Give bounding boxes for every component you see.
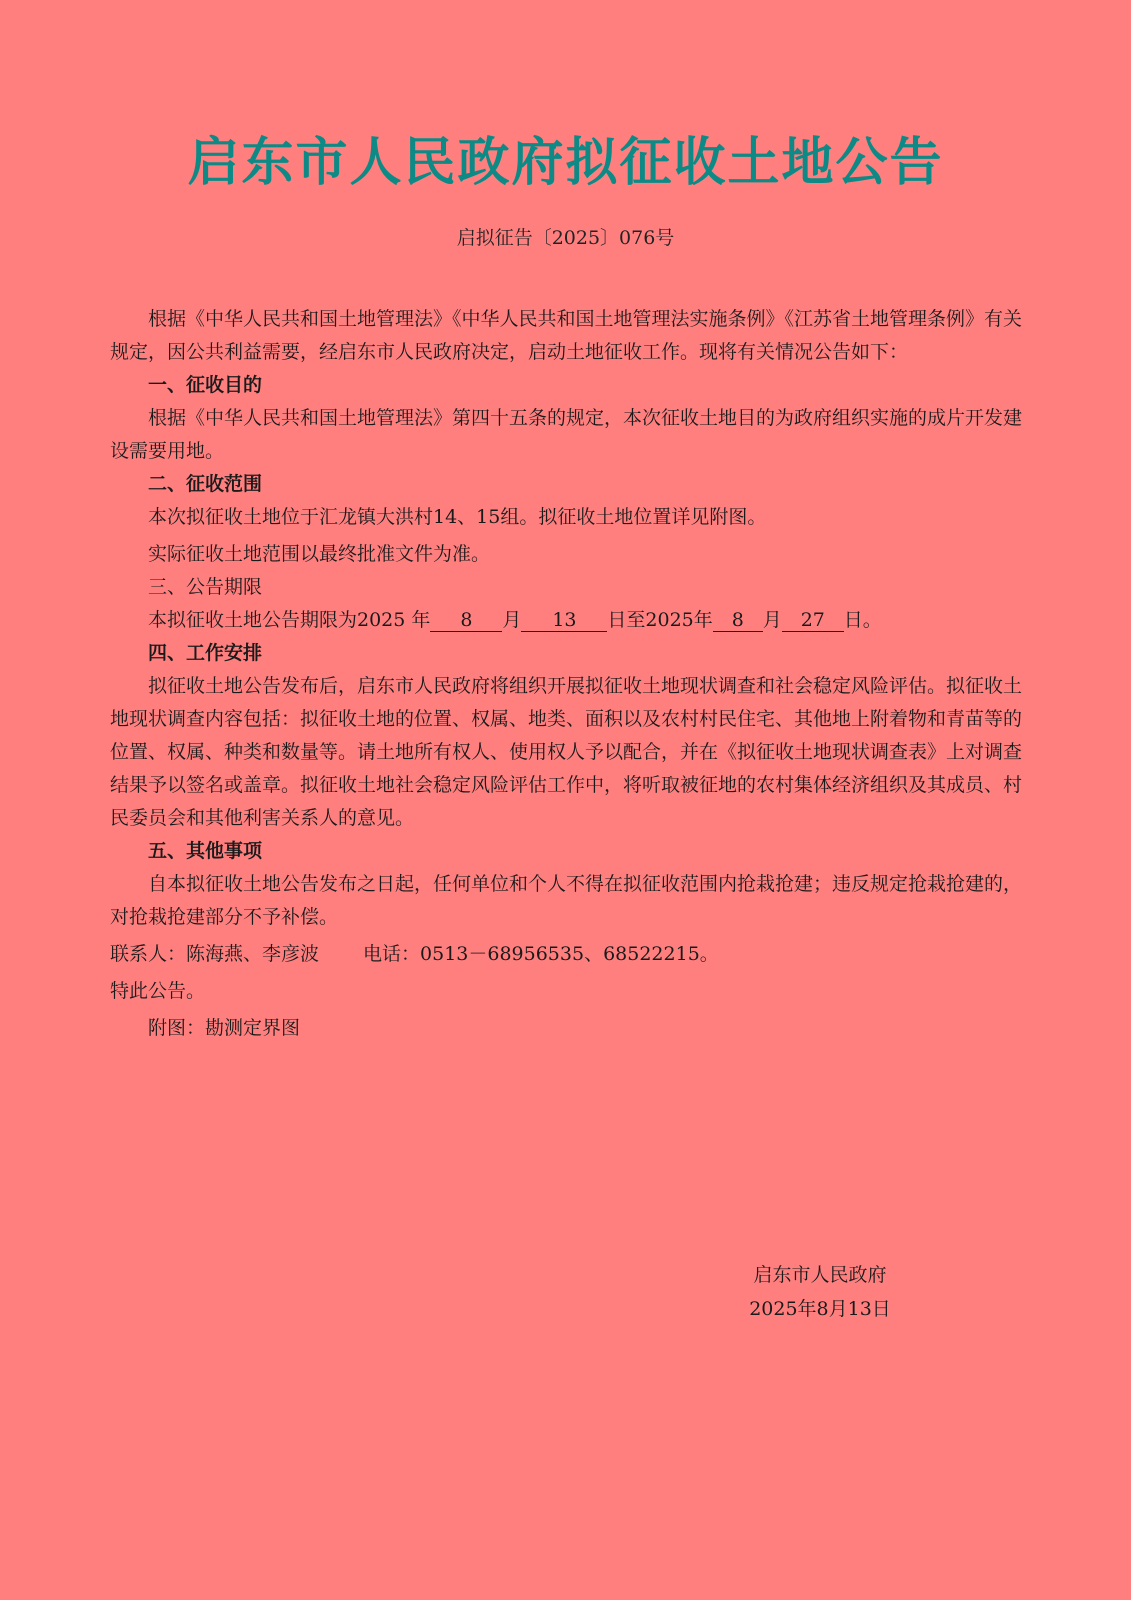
issue-date: 2025年8月13日: [749, 1298, 891, 1320]
contact-people: 联系人：陈海燕、李彦波: [110, 943, 320, 965]
section-heading-period: 三、公告期限: [148, 576, 263, 598]
period-month-label: 月: [502, 609, 522, 631]
period-end-day: 27: [782, 609, 844, 632]
intro-paragraph: 根据《中华人民共和国土地管理法》《中华人民共和国土地管理法实施条例》《江苏省土地管理条例》有关规定，因公共利益需要，经启东市人民政府决定，启动土地征收工作。现将有关情况公告如下：: [110, 308, 1023, 363]
attachment-text: 附图：勘测定界图: [148, 1017, 301, 1039]
period-middle: 日至2025年: [607, 609, 713, 631]
contact-line: [110, 938, 1022, 971]
section-heading-purpose: 一、征收目的: [148, 374, 263, 396]
signature-block: [700, 1258, 940, 1326]
contact-phone: 电话：0513－68956535、68522215。: [363, 943, 719, 965]
section-text-other: 自本拟征收土地公告发布之日起，任何单位和个人不得在拟征收范围内抢栽抢建；违反规定抢栽抢建的，对抢栽抢建部分不予补偿。: [110, 873, 1023, 928]
section-text-scope-final: 实际征收土地范围以最终批准文件为准。: [148, 543, 491, 565]
section-text-period: [110, 604, 1022, 637]
section-heading-scope: 二、征收范围: [148, 473, 263, 495]
closing-text: 特此公告。: [110, 980, 206, 1002]
period-end-month: 8: [713, 609, 763, 632]
period-start-day: 13: [521, 609, 607, 632]
period-start-month: 8: [430, 609, 502, 632]
section-heading-arrangement: 四、工作安排: [148, 642, 263, 664]
issuer-name: 启东市人民政府: [753, 1264, 887, 1286]
period-prefix: 本拟征收土地公告期限为2025 年: [148, 609, 431, 631]
section-text-arrangement: 拟征收土地公告发布后，启东市人民政府将组织开展拟征收土地现状调查和社会稳定风险评估。拟征收土地现状调查内容包括：拟征收土地的位置、权属、地类、面积以及农村村民住宅、其他地上附着物和青苗等的位置、权属、种类和数量等。请土地所有权人、使用权人予以配合，并在《拟征收土地现状调查表》上对调查结果予以签名或盖章。拟征收土地社会稳定风险评估工作中，将听取被征地的农村集体经济组织及其成员、村民委员会和其他利害关系人的意见。: [110, 675, 1023, 829]
section-text-scope-location: 本次拟征收土地位于汇龙镇大洪村14、15组。拟征收土地位置详见附图。: [148, 506, 767, 528]
document-number: 启拟征告〔2025〕076号: [456, 227, 675, 249]
section-heading-other: 五、其他事项: [148, 840, 263, 862]
section-text-purpose: 根据《中华人民共和国土地管理法》第四十五条的规定，本次征收土地目的为政府组织实施的成片开发建设需要用地。: [110, 407, 1023, 462]
notice-body: [110, 303, 1022, 1045]
notice-title: 启东市人民政府拟征收土地公告: [187, 132, 944, 193]
period-suffix: 日。: [843, 609, 882, 631]
period-month-label-2: 月: [762, 609, 782, 631]
